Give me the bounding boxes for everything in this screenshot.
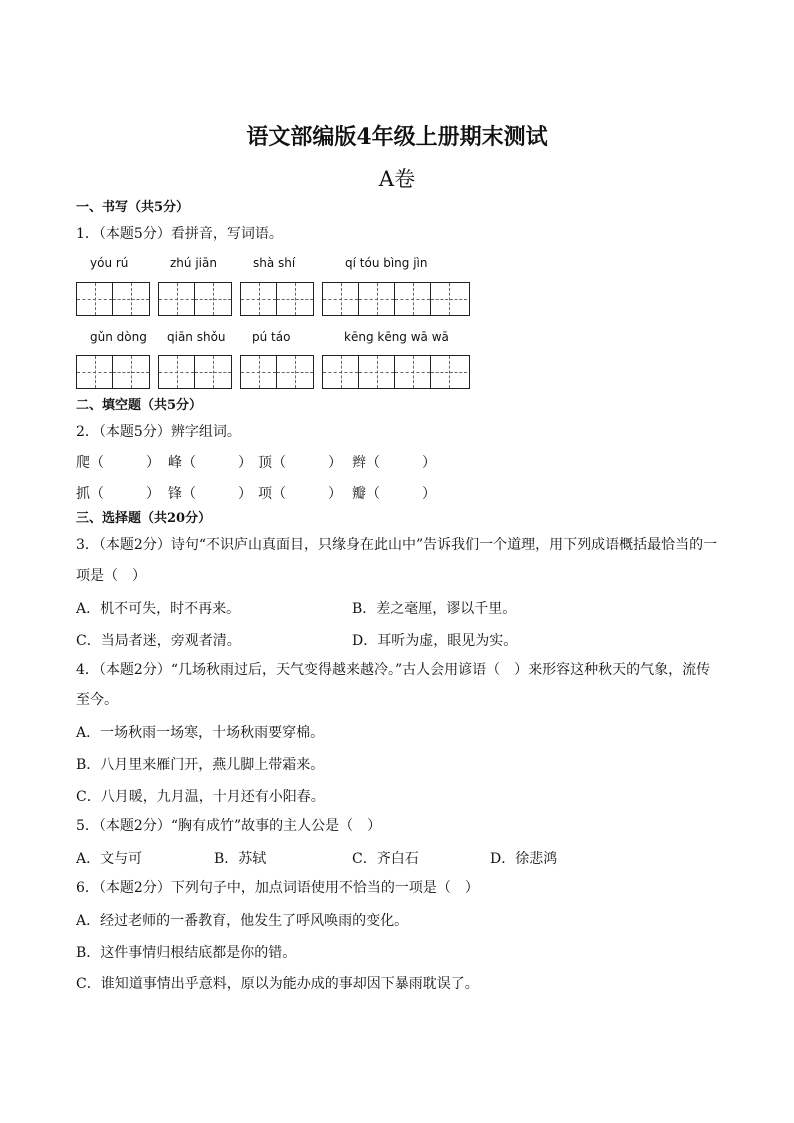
pinyin-5: gǔn dòng (90, 330, 147, 344)
writing-box-1[interactable] (76, 282, 150, 316)
char-item-7[interactable]: 项（ ） (258, 486, 342, 502)
q3-option-d[interactable]: D．耳听为虚，眼见为实。 (352, 633, 518, 649)
question-6-stem: 6．（本题2分）下列句子中，加点词语使用不恰当的一项是（ ） (76, 880, 479, 896)
q3-option-b[interactable]: B．差之毫厘，谬以千里。 (352, 601, 517, 617)
q5-option-d[interactable]: D．徐悲鸿 (490, 851, 558, 867)
writing-box-8[interactable] (322, 355, 470, 389)
q3-option-a[interactable]: A．机不可失，时不再来。 (76, 601, 241, 617)
q6-option-b[interactable]: B．这件事情归根结底都是你的错。 (76, 945, 297, 961)
char-item-8[interactable]: 瓣（ ） (352, 486, 436, 502)
char-item-6[interactable]: 锋（ ） (168, 486, 252, 502)
writing-box-7[interactable] (240, 355, 314, 389)
page-subtitle: A卷 (378, 167, 416, 191)
pinyin-4: qí tóu bìng jìn (345, 256, 428, 270)
writing-box-3[interactable] (240, 282, 314, 316)
section1-heading: 一、书写（共5分） (76, 200, 190, 215)
pinyin-1: yóu rú (90, 256, 129, 270)
q4-option-a[interactable]: A．一场秋雨一场寒，十场秋雨要穿棉。 (76, 725, 325, 741)
pinyin-2: zhú jiān (170, 256, 217, 270)
question-4-stem-line1: 4．（本题2分）“几场秋雨过后，天气变得越来越冷。”古人会用谚语（ ）来形容这种秋天的气象，流传 (76, 662, 711, 678)
char-item-2[interactable]: 峰（ ） (168, 455, 252, 471)
section3-heading: 三、选择题（共20分） (76, 511, 212, 526)
pinyin-6: qiān shǒu (167, 330, 226, 344)
section2-heading: 二、填空题（共5分） (76, 398, 203, 413)
q3-option-c[interactable]: C．当局者迷，旁观者清。 (76, 633, 241, 649)
question-1: 1．（本题5分）看拼音，写词语。 (76, 226, 283, 242)
char-item-4[interactable]: 辫（ ） (352, 455, 436, 471)
q4-option-b[interactable]: B．八月里来雁门开，燕儿脚上带霜来。 (76, 757, 325, 773)
writing-box-6[interactable] (158, 355, 232, 389)
q6-option-c[interactable]: C．谁知道事情出乎意料，原以为能办成的事却因下暴雨耽误了。 (76, 976, 479, 992)
char-item-5[interactable]: 抓（ ） (76, 486, 160, 502)
q6-option-a[interactable]: A．经过老师的一番教育，他发生了呼风唤雨的变化。 (76, 913, 409, 929)
pinyin-7: pú táo (252, 330, 291, 344)
writing-box-2[interactable] (158, 282, 232, 316)
writing-box-4[interactable] (322, 282, 470, 316)
question-2: 2．（本题5分）辨字组词。 (76, 424, 241, 440)
char-item-3[interactable]: 顶（ ） (258, 455, 342, 471)
pinyin-8: kēng kēng wā wā (344, 330, 449, 344)
q5-option-b[interactable]: B．苏轼 (214, 851, 267, 867)
pinyin-3: shà shí (253, 256, 296, 270)
question-5-stem: 5．（本题2分）“胸有成竹”故事的主人公是（ ） (76, 818, 382, 834)
q5-option-a[interactable]: A．文与可 (76, 851, 143, 867)
writing-box-5[interactable] (76, 355, 150, 389)
q5-option-c[interactable]: C．齐白石 (352, 851, 419, 867)
q4-option-c[interactable]: C．八月暖，九月温，十月还有小阳春。 (76, 789, 325, 805)
question-4-stem-line2: 至今。 (76, 692, 118, 708)
question-3-stem-line2: 项是（ ） (76, 568, 146, 584)
question-3-stem-line1: 3．（本题2分）诗句“不识庐山真面目，只缘身在此山中”告诉我们一个道理，用下列成语概括最恰当的一 (76, 537, 718, 553)
char-item-1[interactable]: 爬（ ） (76, 455, 160, 471)
page-title: 语文部编版4年级上册期末测试 (246, 124, 548, 150)
